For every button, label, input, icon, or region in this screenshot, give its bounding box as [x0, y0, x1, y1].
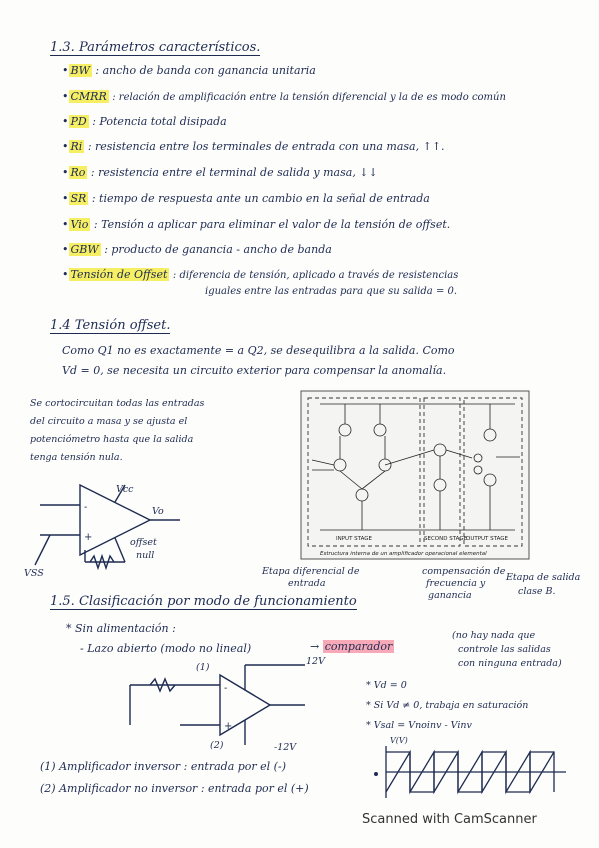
graph-axis-label: V(V) — [390, 736, 408, 745]
item-pd-text: : Potencia total disipada — [92, 115, 227, 128]
item-bw: • BW : ancho de banda con ganancia unitaria — [62, 64, 316, 77]
item-offset-text2: iguales entre las entradas para que su salida = 0. — [205, 286, 458, 297]
item-vio-text: : Tensión a aplicar para eliminar el valor de la tensión de offset. — [93, 218, 451, 231]
rail-neg-label: -12V — [274, 742, 297, 753]
scanner-footer: Scanned with CamScanner — [362, 812, 537, 827]
stage-input-label: INPUT STAGE — [336, 536, 373, 542]
input-label-1: (1) — [196, 662, 210, 673]
section-1-5-sub: * Sin alimentación : — [66, 622, 176, 635]
rail-pos-label: 12V — [306, 656, 325, 667]
vo-label: Vo — [152, 506, 164, 517]
offset-text-line1: Se cortocircuitan todas las entradas — [30, 398, 205, 409]
stage-note-3-line1: Etapa de salida — [506, 572, 581, 583]
item-cmrr: • CMRR : relación de amplificación entre la tensión diferencial y la de es modo común — [62, 90, 506, 103]
offset-text-line4: tenga tensión nula. — [30, 452, 123, 463]
comparator-output-graph — [370, 738, 570, 800]
schematic-caption: Estructura interna de un amplificador operacional elemental — [320, 551, 487, 557]
comparator-note-2: controle las salidas — [458, 644, 551, 655]
item-offset: • Tensión de Offset : diferencia de tensión, aplicado a través de resistencias — [62, 268, 459, 281]
item-ri: • Ri : resistencia entre los terminales de entrada con una masa, ↑↑. — [62, 140, 445, 153]
opamp-internal-schematic — [300, 390, 530, 560]
item-sr: • SR : tiempo de respuesta ante un cambio en la señal de entrada — [62, 192, 430, 205]
stage-note-2-line2: frecuencia y — [426, 578, 486, 589]
item-cmrr-term: CMRR — [70, 90, 107, 103]
item-vio: • Vio : Tensión a aplicar para eliminar el valor de la tensión de offset. — [62, 218, 451, 231]
open-loop-text: - Lazo abierto (modo no lineal) — [80, 642, 252, 655]
section-1-5-title — [50, 594, 357, 609]
item-offset-term: Tensión de Offset — [70, 268, 168, 281]
comparator-term: comparador — [324, 640, 393, 653]
item-ro: • Ro : resistencia entre el terminal de salida y masa, ↓↓ — [62, 166, 378, 179]
item-ri-text: : resistencia entre los terminales de entrada con una masa, ↑↑. — [87, 140, 445, 153]
item-pd: • PD : Potencia total disipada — [62, 115, 227, 128]
item-pd-term: PD — [70, 115, 87, 128]
svg-text:+: + — [84, 532, 93, 543]
item-cmrr-text: : relación de amplificación entre la tensión diferencial y la de es modo común — [112, 92, 506, 103]
stage-note-2-line1: compensación de — [422, 566, 506, 577]
item-offset-text: : diferencia de tensión, aplicado a través de resistencias — [172, 270, 459, 281]
stage-note-3-line2: clase B. — [518, 586, 556, 597]
svg-text:-: - — [224, 683, 228, 694]
item-vio-term: Vio — [70, 218, 89, 231]
item-ro-text: : resistencia entre el terminal de salida y masa, ↓↓ — [90, 166, 378, 179]
stage-note-1-line2: entrada — [288, 578, 326, 589]
item-sr-term: SR — [70, 192, 87, 205]
comparator-note-1: (no hay nada que — [452, 630, 536, 641]
comparator-arrow: → comparador — [310, 640, 393, 653]
offset-null-opamp-diagram — [30, 470, 190, 580]
item-ro-term: Ro — [70, 166, 86, 179]
svg-text:-: - — [84, 502, 88, 513]
note-vd: * Vd = 0 — [366, 680, 407, 691]
offset-label: offset — [130, 537, 157, 548]
vss-label: VSS — [24, 568, 44, 579]
item-bw-term: BW — [70, 64, 90, 77]
offset-text-line2: del circuito a masa y se ajusta el — [30, 416, 188, 427]
section-1-4-para2: Vd = 0, se necesita un circuito exterior para compensar la anomalía. — [62, 364, 447, 377]
stage-note-1-line1: Etapa diferencial de — [262, 566, 360, 577]
offset-text-line3: potenciómetro hasta que la salida — [30, 434, 194, 445]
item-gbw-text: : producto de ganancia - ancho de banda — [104, 243, 332, 256]
stage-note-2-line3: ganancia — [428, 590, 472, 601]
item-bw-text: : ancho de banda con ganancia unitaria — [95, 64, 316, 77]
section-1-4-para1: Como Q1 no es exactamente = a Q2, se desequilibra a la salida. Como — [62, 344, 455, 357]
section-1-5-title-text: 1.5. Clasificación por modo de funcionamiento — [50, 594, 357, 609]
item-gbw: • GBW : producto de ganancia - ancho de banda — [62, 243, 332, 256]
section-1-4-title-text: 1.4 Tensión offset. — [50, 318, 171, 333]
vcc-label: Vcc — [116, 484, 134, 495]
item-sr-text: : tiempo de respuesta ante un cambio en la señal de entrada — [91, 192, 430, 205]
stage-output-label: OUTPUT STAGE — [466, 536, 508, 542]
note-saturation: * Si Vd ≠ 0, trabaja en saturación — [366, 700, 529, 711]
svg-text:+: + — [224, 721, 233, 732]
input-label-2: (2) — [210, 740, 224, 751]
stage-second-label: SECOND STAGE — [424, 536, 468, 542]
inverting-amp-note: (1) Amplificador inversor : entrada por el (-) — [40, 760, 286, 773]
section-1-4-title — [50, 318, 170, 333]
null-label: null — [136, 550, 155, 561]
section-1-3-title — [50, 40, 260, 55]
section-1-3-title-text: 1.3. Parámetros característicos. — [50, 40, 261, 55]
item-ri-term: Ri — [70, 140, 83, 153]
comparator-note-3: con ninguna entrada) — [458, 658, 562, 669]
non-inverting-amp-note: (2) Amplificador no inversor : entrada por el (+) — [40, 782, 309, 795]
item-gbw-term: GBW — [70, 243, 99, 256]
note-vsal: * Vsal = Vnoinv - Vinv — [366, 720, 472, 731]
